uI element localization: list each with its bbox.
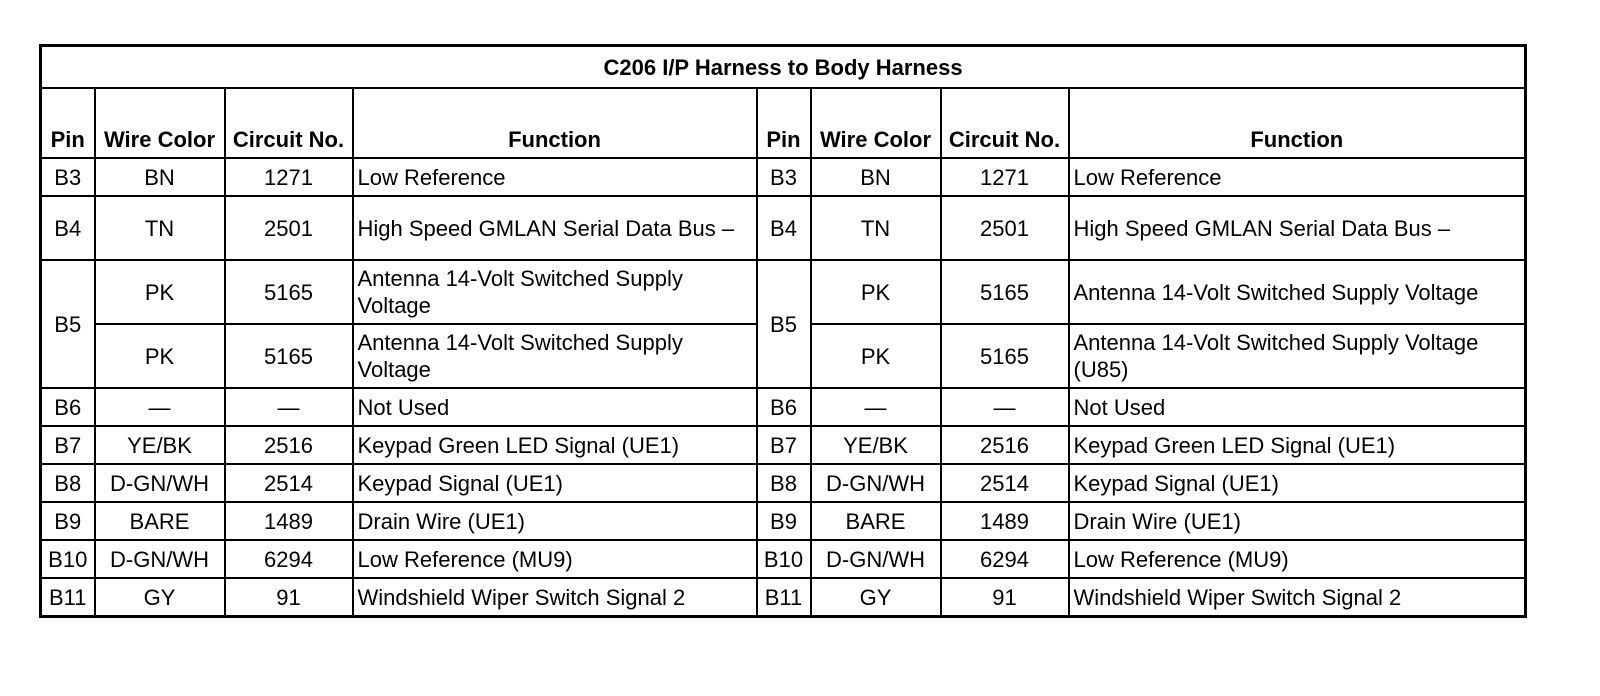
function-cell: Antenna 14-Volt Switched Supply Voltage	[1069, 260, 1526, 324]
function-cell: Antenna 14-Volt Switched Supply Voltage (U85)	[1069, 324, 1526, 388]
function-cell: High Speed GMLAN Serial Data Bus –	[353, 196, 757, 260]
table-row	[41, 260, 1526, 324]
table-title: C206 I/P Harness to Body Harness	[41, 46, 1526, 89]
table-row	[41, 464, 1526, 502]
pin-cell: B7	[41, 426, 95, 464]
circuit-cell: 5165	[225, 260, 353, 324]
wire-color-cell: BN	[811, 158, 941, 196]
circuit-cell: 1271	[225, 158, 353, 196]
connector-pinout-table	[39, 44, 1527, 618]
pin-cell: B4	[41, 196, 95, 260]
function-cell: Keypad Green LED Signal (UE1)	[1069, 426, 1526, 464]
circuit-cell: 1271	[941, 158, 1069, 196]
circuit-cell: 5165	[941, 324, 1069, 388]
circuit-cell: —	[941, 388, 1069, 426]
pin-cell: B10	[757, 540, 811, 578]
table-row	[41, 540, 1526, 578]
circuit-cell: 5165	[941, 260, 1069, 324]
function-cell: Low Reference	[353, 158, 757, 196]
circuit-cell: 2516	[225, 426, 353, 464]
wire-color-cell: YE/BK	[811, 426, 941, 464]
circuit-cell: —	[225, 388, 353, 426]
pin-cell: B6	[757, 388, 811, 426]
wire-color-cell: BN	[95, 158, 225, 196]
function-cell: Keypad Green LED Signal (UE1)	[353, 426, 757, 464]
wire-color-cell: PK	[811, 324, 941, 388]
header-circuit-no: Circuit No.	[941, 88, 1069, 158]
column-header-row	[41, 88, 1526, 158]
wire-color-cell: D-GN/WH	[811, 540, 941, 578]
header-pin: Pin	[757, 88, 811, 158]
function-cell: Windshield Wiper Switch Signal 2	[353, 578, 757, 617]
wire-color-cell: PK	[95, 324, 225, 388]
function-cell: Low Reference	[1069, 158, 1526, 196]
circuit-cell: 2501	[941, 196, 1069, 260]
circuit-cell: 2501	[225, 196, 353, 260]
wire-color-cell: YE/BK	[95, 426, 225, 464]
circuit-cell: 6294	[941, 540, 1069, 578]
wire-color-cell: GY	[811, 578, 941, 617]
pin-cell: B3	[757, 158, 811, 196]
function-cell: Not Used	[1069, 388, 1526, 426]
wire-color-cell: —	[95, 388, 225, 426]
table-row	[41, 158, 1526, 196]
pin-cell: B3	[41, 158, 95, 196]
function-cell: Antenna 14-Volt Switched Supply Voltage	[353, 324, 757, 388]
circuit-cell: 91	[941, 578, 1069, 617]
pin-cell: B5	[757, 260, 811, 388]
pin-cell: B11	[41, 578, 95, 617]
pin-cell: B8	[757, 464, 811, 502]
circuit-cell: 91	[225, 578, 353, 617]
pin-cell: B6	[41, 388, 95, 426]
pin-cell: B11	[757, 578, 811, 617]
function-cell: Not Used	[353, 388, 757, 426]
header-circuit-no: Circuit No.	[225, 88, 353, 158]
circuit-cell: 1489	[941, 502, 1069, 540]
circuit-cell: 2516	[941, 426, 1069, 464]
circuit-cell: 2514	[225, 464, 353, 502]
pin-cell: B7	[757, 426, 811, 464]
wire-color-cell: D-GN/WH	[95, 540, 225, 578]
wire-color-cell: GY	[95, 578, 225, 617]
pin-cell: B5	[41, 260, 95, 388]
wire-color-cell: PK	[95, 260, 225, 324]
function-cell: Keypad Signal (UE1)	[1069, 464, 1526, 502]
circuit-cell: 2514	[941, 464, 1069, 502]
table-row	[41, 426, 1526, 464]
wire-color-cell: TN	[811, 196, 941, 260]
function-cell: Antenna 14-Volt Switched Supply Voltage	[353, 260, 757, 324]
function-cell: Low Reference (MU9)	[1069, 540, 1526, 578]
wire-color-cell: D-GN/WH	[95, 464, 225, 502]
pin-cell: B9	[41, 502, 95, 540]
circuit-cell: 1489	[225, 502, 353, 540]
wire-color-cell: D-GN/WH	[811, 464, 941, 502]
wire-color-cell: TN	[95, 196, 225, 260]
table-row	[41, 196, 1526, 260]
wire-color-cell: BARE	[95, 502, 225, 540]
function-cell: Low Reference (MU9)	[353, 540, 757, 578]
header-wire-color: Wire Color	[95, 88, 225, 158]
pin-cell: B9	[757, 502, 811, 540]
header-function: Function	[1069, 88, 1526, 158]
function-cell: High Speed GMLAN Serial Data Bus –	[1069, 196, 1526, 260]
header-pin: Pin	[41, 88, 95, 158]
header-wire-color: Wire Color	[811, 88, 941, 158]
table-row	[41, 388, 1526, 426]
pin-cell: B4	[757, 196, 811, 260]
wire-color-cell: BARE	[811, 502, 941, 540]
circuit-cell: 5165	[225, 324, 353, 388]
function-cell: Windshield Wiper Switch Signal 2	[1069, 578, 1526, 617]
pin-cell: B10	[41, 540, 95, 578]
circuit-cell: 6294	[225, 540, 353, 578]
function-cell: Keypad Signal (UE1)	[353, 464, 757, 502]
table-row	[41, 578, 1526, 617]
function-cell: Drain Wire (UE1)	[1069, 502, 1526, 540]
table-row	[41, 502, 1526, 540]
wire-color-cell: PK	[811, 260, 941, 324]
header-function: Function	[353, 88, 757, 158]
pin-cell: B8	[41, 464, 95, 502]
wire-color-cell: —	[811, 388, 941, 426]
function-cell: Drain Wire (UE1)	[353, 502, 757, 540]
